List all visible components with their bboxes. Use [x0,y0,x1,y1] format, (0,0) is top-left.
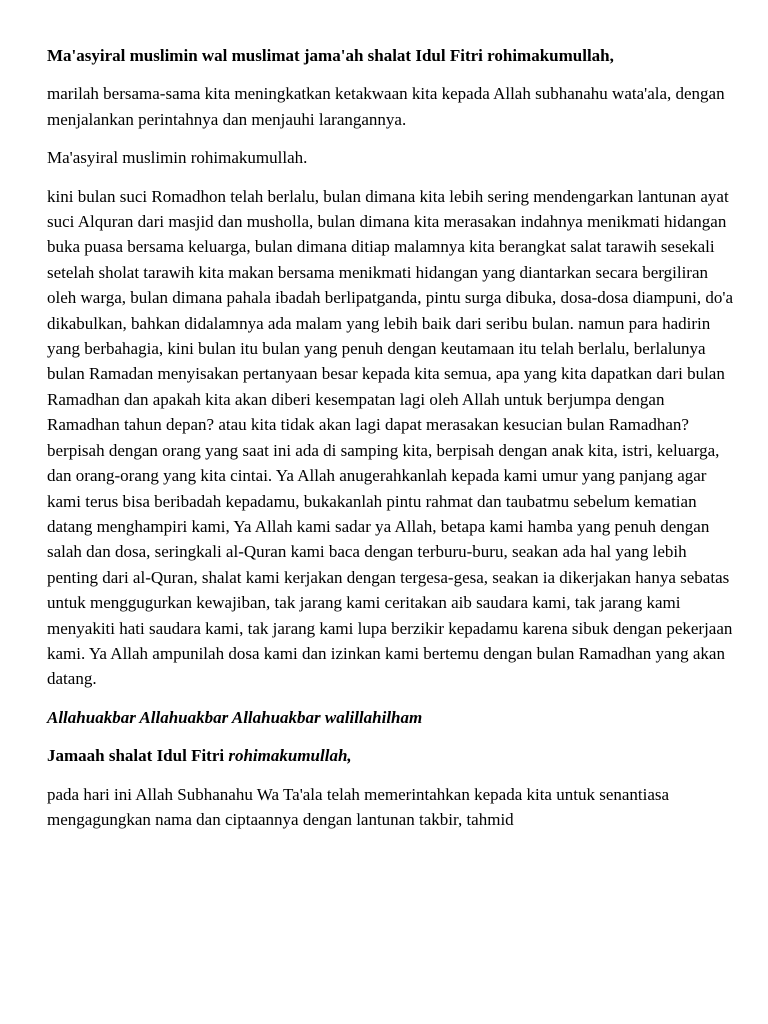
paragraph-ramadhan: kini bulan suci Romadhon telah berlalu, bulan dimana kita lebih sering mendengarkan lantunan ayat suci Alquran dari masjid dan musholla, bulan dimana kita merasakan indahnya menikmati hidangan buka puasa bersama keluarga, bulan dimana ditiap malamnya kita berangkat salat tarawih sesekali setelah sholat tarawih kita makan bersama menikmati hidangan yang diantarkan secara bergiliran oleh warga, bulan dimana pahala ibadah berlipatganda, pintu surga dibuka, dosa-dosa diampuni, do'a dikabulkan, bahkan didalamnya ada malam yang lebih baik dari seribu bulan. namun para hadirin yang berbahagia, kini bulan itu bulan yang penuh dengan keutamaan itu telah berlalu, berlalunya bulan Ramadan menyisakan pertanyaan besar kepada kita semua, apa yang kita dapatkan dari bulan Ramadhan dan apakah kita akan diberi kesempatan lagi oleh Allah untuk berjumpa dengan Ramadhan tahun depan? atau kita tidak akan lagi dapat merasakan kesucian bulan Ramadhan? berpisah dengan orang yang saat ini ada di samping kita, berpisah dengan anak kita, istri, keluarga, dan orang-orang yang kita cintai. Ya Allah anugerahkanlah kepada kami umur yang panjang agar kami terus bisa beribadah kepadamu, bukakanlah pintu rahmat dan taubatmu sebelum kematian datang menghampiri kami, Ya Allah kami sadar ya Allah, betapa kami hamba yang penuh dengan salah dan dosa, seringkali al-Quran kami baca dengan terburu-buru, seakan ada hal yang lebih penting dari al-Quran, shalat kami kerjakan dengan tergesa-gesa, seakan ia dikerjakan hanya sebatas untuk menggugurkan kewajiban, tak jarang kami ceritakan aib saudara kami, tak jarang kami menyakiti hati saudara kami, tak jarang kami lupa berzikir kepadamu karena sibuk dengan pekerjaan kami. Ya Allah ampunilah dosa kami dan izinkan kami bertemu dengan bulan Ramadhan yang akan datang. [47,186,734,689]
paragraph-takbir: pada hari ini Allah Subhanahu Wa Ta'ala telah memerintahkan kepada kita untuk senantiasa mengagungkan nama dan ciptaannya dengan lantunan takbir, tahmid [47,784,670,829]
paragraph-taqwa: marilah bersama-sama kita meningkatkan ketakwaan kita kepada Allah subhanahu wata'ala, dengan menjalankan perintahnya dan menjauhi larangannya. [47,84,725,129]
document-page [47,43,737,845]
greeting-heading: Ma'asyiral muslimin wal muslimat jama'ah shalat Idul Fitri rohimakumullah, [47,46,614,65]
jamaah-heading-italic: rohimakumullah, [228,746,352,766]
takbir-line: Allahuakbar Allahuakbar Allahuakbar walillahilham [47,707,423,727]
jamaah-heading [47,743,737,768]
jamaah-heading-bold: Jamaah shalat Idul Fitri [47,746,229,766]
paragraph-address: Ma'asyiral muslimin rohimakumullah. [47,148,308,168]
